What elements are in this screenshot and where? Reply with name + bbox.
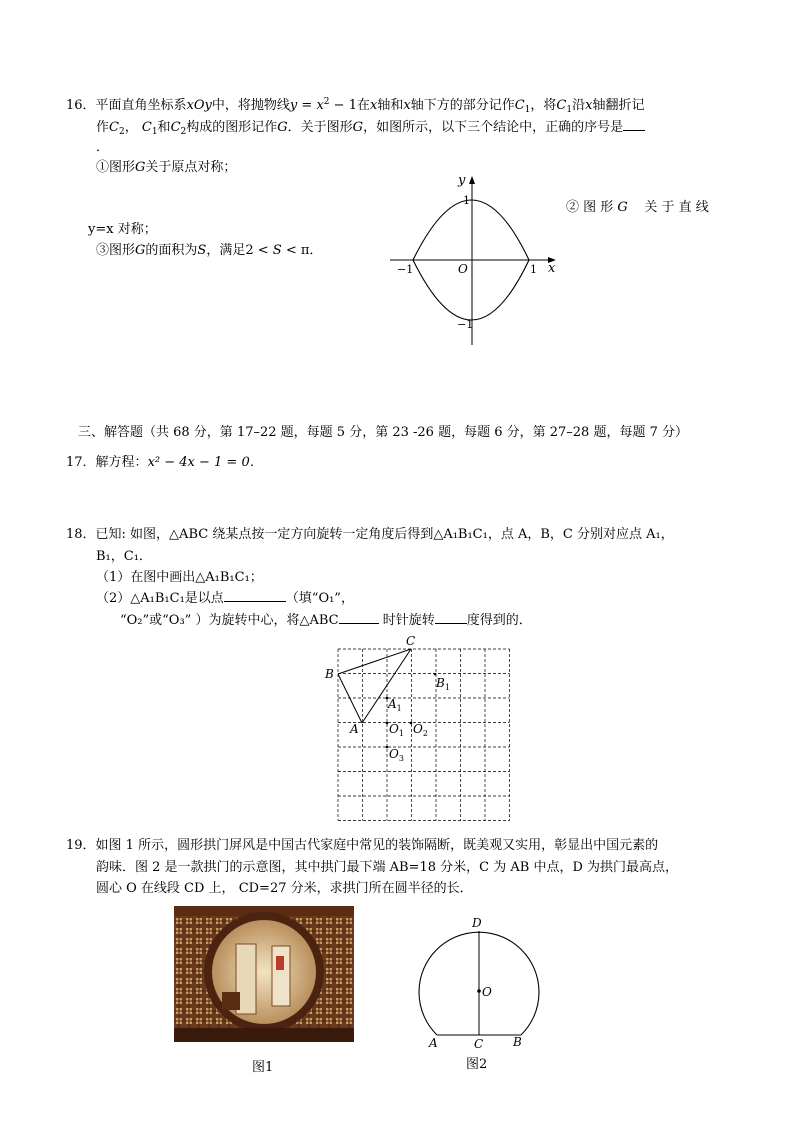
q18-part3: “O₂”或“O₃” ）为旋转中心，将△ABC 时针旋转 度得到的． [120, 613, 532, 628]
q18-part1: （1）在图中画出△A₁B₁C₁； [96, 570, 263, 585]
q19-line2: 韵味．图 2 是一款拱门的示意图，其中拱门最下端 AB=18 分米，C 为 AB 中点，D 为拱门最高点， [96, 860, 679, 875]
label-C: C [406, 634, 416, 648]
center-O [477, 989, 481, 993]
label-B1: $B_1$ [436, 676, 450, 692]
q16-item1: ①图形G关于原点对称； [96, 160, 237, 175]
point-B1 [434, 673, 437, 676]
q16-line1: 16．平面直角坐标系xOy中，将抛物线$y = x^2 - 1$在x轴和x轴下方的部分记作$C_1$，将$C_1$沿x轴翻折记 [66, 97, 645, 115]
point-O1 [386, 722, 389, 725]
direction-blank[interactable] [339, 611, 379, 624]
q16-line3: ． [96, 140, 110, 155]
q16-item3: ③图形G的面积为S，满足2 < S < π． [96, 243, 323, 258]
label-A: A [350, 722, 359, 736]
curve-upper [413, 200, 529, 260]
q18-grid-figure [322, 632, 518, 822]
y-axis-label: y [458, 173, 466, 188]
label-O1: $O_1$ [389, 722, 404, 738]
answer-blank[interactable] [623, 118, 645, 131]
q16-graph [380, 170, 570, 350]
x-axis-label: x [548, 261, 556, 276]
q16-line2: 作$C_2$， $C_1$和$C_2$构成的图形记作G．关于图形G，如图所示，以下三个结论中，正确的序号是 [96, 116, 645, 137]
y-neg-label: −1 [457, 318, 474, 331]
side-CA [362, 649, 411, 723]
floor-base [174, 1028, 354, 1042]
q16-item2: ② 图 形 G 关 于 直 线 [566, 200, 709, 215]
point-O3 [386, 746, 389, 749]
label-O2: $O_2$ [413, 722, 428, 738]
fig1-caption: 图1 [252, 1060, 274, 1075]
label-C: C [474, 1037, 484, 1050]
fig2-caption: 图2 [466, 1057, 488, 1072]
label-B: B [513, 1035, 522, 1049]
label-D: D [472, 916, 482, 930]
label-O: O [482, 985, 492, 999]
moon-gate [208, 916, 320, 1028]
section3-heading: 三、解答题（共 68 分，第 17–22 题，每题 5 分，第 23 -26 题，每题 6 分，第 27–28 题，每题 7 分） [78, 425, 688, 440]
label-B: B [325, 667, 334, 681]
side-AB [338, 674, 362, 723]
y-pos-label: 1 [463, 194, 470, 207]
y-axis-arrow [469, 176, 475, 184]
q19-fig2 [412, 910, 548, 1050]
q18-part2: （2）△A₁B₁C₁是以点 （填“O₁”， [96, 591, 354, 606]
center-blank[interactable] [224, 589, 286, 602]
q18-line2: B₁，C₁． [96, 549, 152, 564]
x-pos-label: 1 [530, 263, 537, 276]
q17: 17．解方程：x² − 4x − 1 = 0． [66, 455, 263, 470]
curve-lower [413, 260, 529, 320]
label-O3: $O_3$ [389, 747, 404, 763]
q19-line1: 19．如图 1 所示，圆形拱门屏风是中国古代家庭中常见的装饰隔断，既美观又实用，彰显出中国元素的 [66, 838, 659, 853]
q16-item2-cont: y=x 对称； [88, 222, 157, 237]
moon-gate-photo [174, 906, 354, 1042]
side-BC [338, 649, 411, 674]
label-A1: $A_1$ [388, 697, 402, 713]
angle-blank[interactable] [435, 611, 467, 624]
origin-label: O [458, 262, 468, 276]
q18-line1: 18．已知: 如图，△ABC 绕某点按一定方向旋转一定角度后得到△A₁B₁C₁，点 A，B，C 分别对应点 A₁， [66, 527, 674, 542]
q19-line3: 圆心 O 在线段 CD 上， CD=27 分米，求拱门所在圆半径的长． [96, 881, 473, 896]
x-neg-label: −1 [397, 263, 414, 276]
point-O2 [410, 722, 413, 725]
label-A: A [429, 1036, 438, 1050]
